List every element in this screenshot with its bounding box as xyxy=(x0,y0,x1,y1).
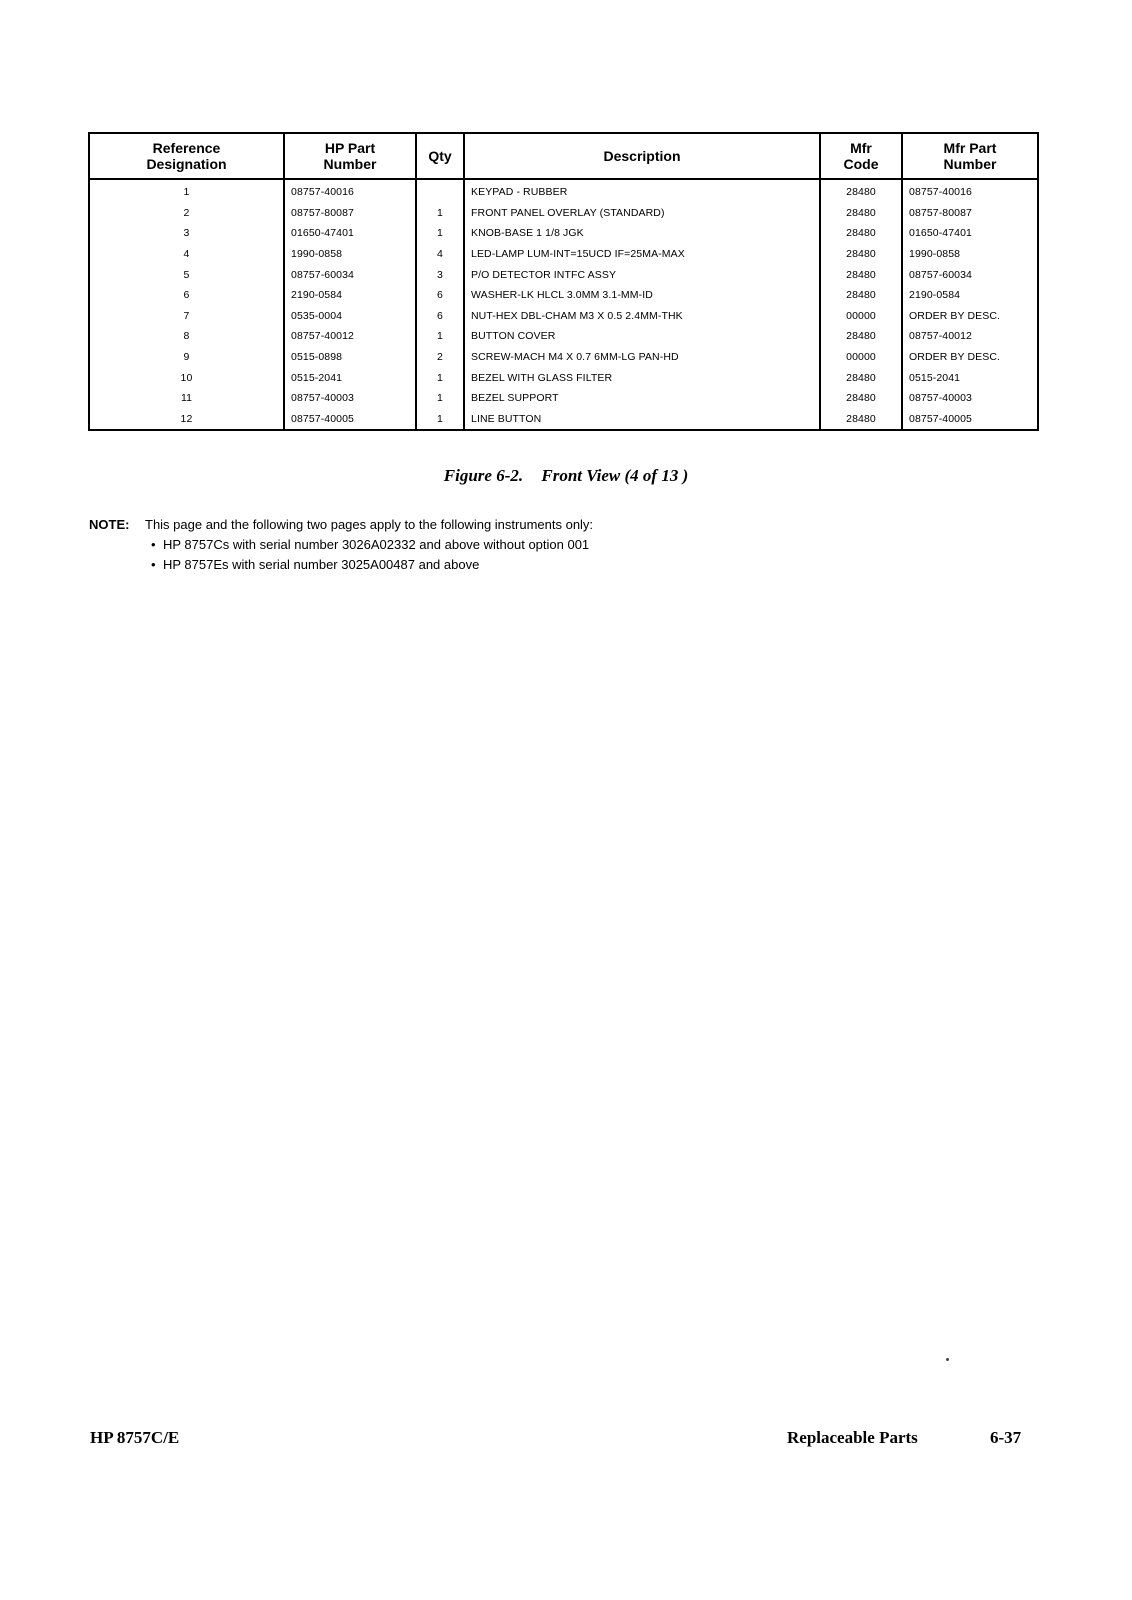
cell-mfr-part-number: 1990-0858 xyxy=(902,244,1038,265)
cell-qty xyxy=(416,179,464,203)
cell-reference-designation: 9 xyxy=(89,347,284,368)
cell-reference-designation: 3 xyxy=(89,223,284,244)
cell-mfr-code: 00000 xyxy=(820,306,902,327)
replaceable-parts-table xyxy=(88,132,1039,431)
cell-mfr-code: 28480 xyxy=(820,388,902,409)
note-block xyxy=(89,515,593,575)
cell-mfr-code: 28480 xyxy=(820,179,902,203)
cell-reference-designation: 4 xyxy=(89,244,284,265)
cell-mfr-part-number: 08757-40012 xyxy=(902,326,1038,347)
note-label: NOTE: xyxy=(89,517,130,532)
cell-mfr-code: 28480 xyxy=(820,409,902,431)
header-mfr-code: Mfr Code xyxy=(820,133,902,179)
table-row xyxy=(89,347,1038,368)
figure-label: Figure 6-2. xyxy=(443,466,524,485)
cell-mfr-code: 28480 xyxy=(820,244,902,265)
cell-description: SCREW-MACH M4 X 0.7 6MM-LG PAN-HD xyxy=(464,347,820,368)
note-bullet: • HP 8757Es with serial number 3025A00487 and above xyxy=(151,555,593,575)
header-hp-part-number: HP Part Number xyxy=(284,133,416,179)
footer-section-title: Replaceable Parts xyxy=(787,1428,918,1447)
cell-description: KEYPAD - RUBBER xyxy=(464,179,820,203)
footer-page-number: 6-37 xyxy=(990,1428,1022,1447)
cell-description: LINE BUTTON xyxy=(464,409,820,431)
cell-description: BEZEL WITH GLASS FILTER xyxy=(464,367,820,388)
header-description: Description xyxy=(464,133,820,179)
cell-mfr-code: 00000 xyxy=(820,347,902,368)
cell-qty: 6 xyxy=(416,285,464,306)
cell-mfr-part-number: 08757-80087 xyxy=(902,203,1038,224)
table-row xyxy=(89,223,1038,244)
table-row xyxy=(89,409,1038,431)
cell-description: BEZEL SUPPORT xyxy=(464,388,820,409)
cell-reference-designation: 2 xyxy=(89,203,284,224)
note-line xyxy=(89,515,593,535)
note-text: This page and the following two pages apply to the following instruments only: xyxy=(145,517,594,532)
table-row xyxy=(89,285,1038,306)
cell-mfr-code: 28480 xyxy=(820,367,902,388)
stray-mark xyxy=(946,1358,949,1361)
cell-hp-part-number: 01650-47401 xyxy=(284,223,416,244)
header-row xyxy=(89,133,1038,179)
figure-caption xyxy=(0,466,1132,486)
cell-hp-part-number: 1990-0858 xyxy=(284,244,416,265)
table-header xyxy=(89,133,1038,179)
cell-hp-part-number: 08757-40003 xyxy=(284,388,416,409)
cell-qty: 1 xyxy=(416,409,464,431)
cell-mfr-part-number: ORDER BY DESC. xyxy=(902,347,1038,368)
header-mfr-part-number: Mfr Part Number xyxy=(902,133,1038,179)
table-row xyxy=(89,244,1038,265)
cell-mfr-part-number: 0515-2041 xyxy=(902,367,1038,388)
figure-title: Front View (4 of 13 ) xyxy=(541,466,689,485)
cell-qty: 4 xyxy=(416,244,464,265)
note-bullet: • HP 8757Cs with serial number 3026A02332 and above without option 001 xyxy=(151,535,593,555)
cell-reference-designation: 1 xyxy=(89,179,284,203)
table-body xyxy=(89,179,1038,430)
footer-model: HP 8757C/E xyxy=(90,1428,180,1447)
cell-mfr-part-number: 01650-47401 xyxy=(902,223,1038,244)
cell-reference-designation: 8 xyxy=(89,326,284,347)
cell-hp-part-number: 08757-40012 xyxy=(284,326,416,347)
cell-description: P/O DETECTOR INTFC ASSY xyxy=(464,264,820,285)
cell-mfr-part-number: 08757-60034 xyxy=(902,264,1038,285)
cell-reference-designation: 6 xyxy=(89,285,284,306)
cell-description: WASHER-LK HLCL 3.0MM 3.1-MM-ID xyxy=(464,285,820,306)
cell-mfr-code: 28480 xyxy=(820,326,902,347)
cell-description: BUTTON COVER xyxy=(464,326,820,347)
cell-hp-part-number: 08757-40005 xyxy=(284,409,416,431)
table-row xyxy=(89,179,1038,203)
table-row xyxy=(89,367,1038,388)
cell-reference-designation: 12 xyxy=(89,409,284,431)
table-row xyxy=(89,388,1038,409)
cell-qty: 1 xyxy=(416,223,464,244)
cell-mfr-part-number: ORDER BY DESC. xyxy=(902,306,1038,327)
cell-qty: 2 xyxy=(416,347,464,368)
cell-hp-part-number: 0535-0004 xyxy=(284,306,416,327)
cell-qty: 1 xyxy=(416,367,464,388)
cell-mfr-code: 28480 xyxy=(820,223,902,244)
cell-hp-part-number: 0515-0898 xyxy=(284,347,416,368)
note-bullet-list xyxy=(89,535,593,575)
cell-hp-part-number: 0515-2041 xyxy=(284,367,416,388)
table-row xyxy=(89,326,1038,347)
header-qty: Qty xyxy=(416,133,464,179)
cell-qty: 3 xyxy=(416,264,464,285)
cell-mfr-code: 28480 xyxy=(820,203,902,224)
cell-description: LED-LAMP LUM-INT=15UCD IF=25MA-MAX xyxy=(464,244,820,265)
table-row xyxy=(89,203,1038,224)
cell-reference-designation: 7 xyxy=(89,306,284,327)
cell-hp-part-number: 08757-40016 xyxy=(284,179,416,203)
cell-mfr-part-number: 2190-0584 xyxy=(902,285,1038,306)
cell-reference-designation: 10 xyxy=(89,367,284,388)
cell-reference-designation: 5 xyxy=(89,264,284,285)
table-row xyxy=(89,264,1038,285)
cell-hp-part-number: 08757-60034 xyxy=(284,264,416,285)
cell-mfr-part-number: 08757-40003 xyxy=(902,388,1038,409)
cell-qty: 6 xyxy=(416,306,464,327)
cell-reference-designation: 11 xyxy=(89,388,284,409)
cell-description: NUT-HEX DBL-CHAM M3 X 0.5 2.4MM-THK xyxy=(464,306,820,327)
cell-qty: 1 xyxy=(416,388,464,409)
cell-mfr-part-number: 08757-40005 xyxy=(902,409,1038,431)
cell-qty: 1 xyxy=(416,203,464,224)
cell-qty: 1 xyxy=(416,326,464,347)
cell-mfr-code: 28480 xyxy=(820,285,902,306)
cell-mfr-code: 28480 xyxy=(820,264,902,285)
cell-description: FRONT PANEL OVERLAY (STANDARD) xyxy=(464,203,820,224)
cell-mfr-part-number: 08757-40016 xyxy=(902,179,1038,203)
table-row xyxy=(89,306,1038,327)
cell-hp-part-number: 2190-0584 xyxy=(284,285,416,306)
cell-description: KNOB-BASE 1 1/8 JGK xyxy=(464,223,820,244)
header-reference-designation: Reference Designation xyxy=(89,133,284,179)
cell-hp-part-number: 08757-80087 xyxy=(284,203,416,224)
